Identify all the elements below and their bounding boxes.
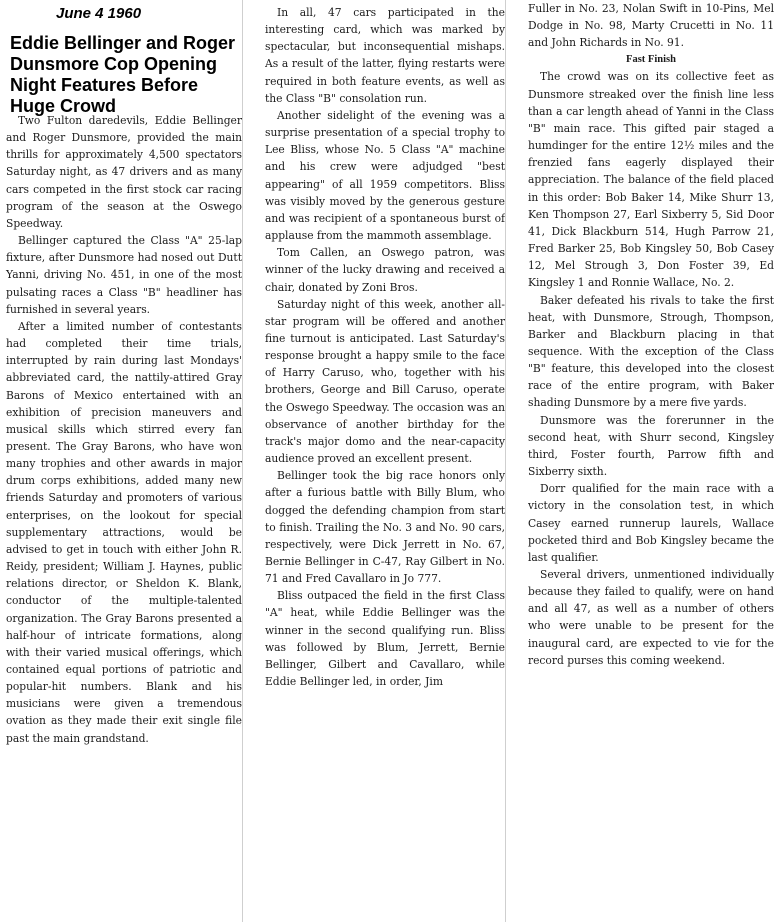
paragraph: After a limited number of contestants had completed their time trials, interrupted by rain during last Mondays' abbreviated card, the nattily-attired Gray Barons of Mexico entertained with an exhibition of precision maneuvers and musical skills which stirred every fan present. The Gray Barons, who have won many trophies and other awards in major drum corps exhibitions, added many new friends Saturday and promoters of various enterprises, on the lookout for special supplementary attractions, would be advised to get in touch with either John R. Reidy, president; William J. Haynes, public relations director, or Sheldon K. Blank, conductor of the multiple-talented organization. The Gray Barons presented a half-hour of intricate formations, along with their varied musical offerings, which contained equal portions of patriotic and popular-hit numbers. Blank and his musicians were given a tremendous ovation as they made their exit single file past the main grandstand. <box>6 319 242 745</box>
clipping-date: June 4 1960 <box>56 5 142 22</box>
paragraph: Bellinger captured the Class "A" 25-lap fixture, after Dunsmore had nosed out Dutt Yanni, driving No. 451, in one of the most pulsating races a Class "B" headliner has furnished in several years. <box>6 234 242 316</box>
column-2-body <box>265 4 505 916</box>
paragraph: Baker defeated his rivals to take the first heat, with Dunsmore, Strough, Thompson, Barker and Blackburn placing in that sequence. With the exception of the Class "B" feature, this developed into the closest race of the entire program, with Baker shading Dunsmore by a mere five yards. <box>528 293 774 410</box>
paragraph: Bellinger took the big race honors only after a furious battle with Billy Blum, who dogged the defending champion from start to finish. Trailing the No. 3 and No. 90 cars, respectively, were Dick Jerrett in No. 67, Bernie Bellinger in C-47, Ray Gilbert in No. 71 and Fred Cavallaro in Jo 777. <box>265 469 505 586</box>
column-1 <box>4 0 243 922</box>
paragraph: The crowd was on its collective feet as Dunsmore streaked over the finish line less than a car length ahead of Yanni in the Class "B" main race. This gifted pair staged a humdinger for the entire 12½ miles and the frenzied fans eagerly displayed their appreciation. The balance of the field placed in this order: Bob Baker 14, Mike Shurr 13, Ken Thompson 27, Earl Sixberry 5, Sid Door 41, Dick Blackburn 514, Hugh Parrow 21, Fred Barker 25, Bob Kingsley 50, Bob Casey 12, Mel Strough 3, Don Foster 39, Ed Kingsley 1 and Ronnie Wallace, No. 2. <box>528 70 774 290</box>
paragraph: Two Fulton daredevils, Eddie Bellinger and Roger Dunsmore, provided the main thrills for approximately 4,500 spectators Saturday night, as 47 drivers and as many cars competed in the first stock car racing program of the season at the Oswego Speedway. <box>6 114 242 230</box>
column-1-body <box>6 112 242 916</box>
paragraph: Another sidelight of the evening was a surprise presentation of a special trophy to Lee Bliss, whose No. 5 Class "A" machine and his crew were adjudged "best appearing" of all 1959 competitors. Bliss was visibly moved by the generous gesture and was recipient of a spontaneous burst of applause from the mammoth assemblage. <box>265 108 505 243</box>
paragraph: Tom Callen, an Oswego patron, was winner of the lucky drawing and received a chair, donated by Zoni Bros. <box>265 246 505 294</box>
column-3-body <box>528 0 774 916</box>
column-2 <box>265 0 506 922</box>
subhead: Fast Finish <box>626 54 676 66</box>
paragraph: In all, 47 cars participated in the interesting card, which was marked by spectacular, but inconsequential mishaps. As a result of the latter, flying restarts were required in both feature events, as well as the Class "B" consolation run. <box>265 6 505 105</box>
paragraph: Bliss outpaced the field in the first Class "A" heat, while Eddie Bellinger was the winner in the second qualifying run. Bliss was followed by Blum, Jerrett, Bernie Bellinger, Gilbert and Cavallaro, while Eddie Bellinger led, in order, Jim <box>265 589 505 689</box>
paragraph: Saturday night of this week, another all-star program will be offered and another fine turnout is anticipated. Last Saturday's response brought a happy smile to the face of Harry Caruso, who, together with his brothers, George and Bill Caruso, operate the Oswego Speedway. The occasion was an observance of another birthday for the track's major domo and the near-capacity audience proved an excellent present. <box>265 297 505 466</box>
headline: Eddie Bellinger and Roger Dunsmore Cop Opening Night Features Before Huge Crowd <box>10 33 236 116</box>
paragraph: Several drivers, unmentioned individually because they failed to qualify, were on hand and all 47, as well as a number of others who were unable to be present for the inaugural card, are expected to vie for the record purses this coming weekend. <box>528 568 774 667</box>
column-3 <box>528 0 774 922</box>
paragraph: Dunsmore was the forerunner in the second heat, with Shurr second, Kingsley third, Foster fourth, Parrow fifth and Sixberry sixth. <box>528 413 774 479</box>
paragraph-continuation: Fuller in No. 23, Nolan Swift in 10-Pins, Mel Dodge in No. 98, Marty Crucetti in No. 11 and John Richards in No. 91. <box>528 2 774 50</box>
paragraph: Dorr qualified for the main race with a victory in the consolation test, in which Casey earned runnerup laurels, Wallace pocketed third and Bob Kingsley became the last qualifier. <box>528 482 774 564</box>
